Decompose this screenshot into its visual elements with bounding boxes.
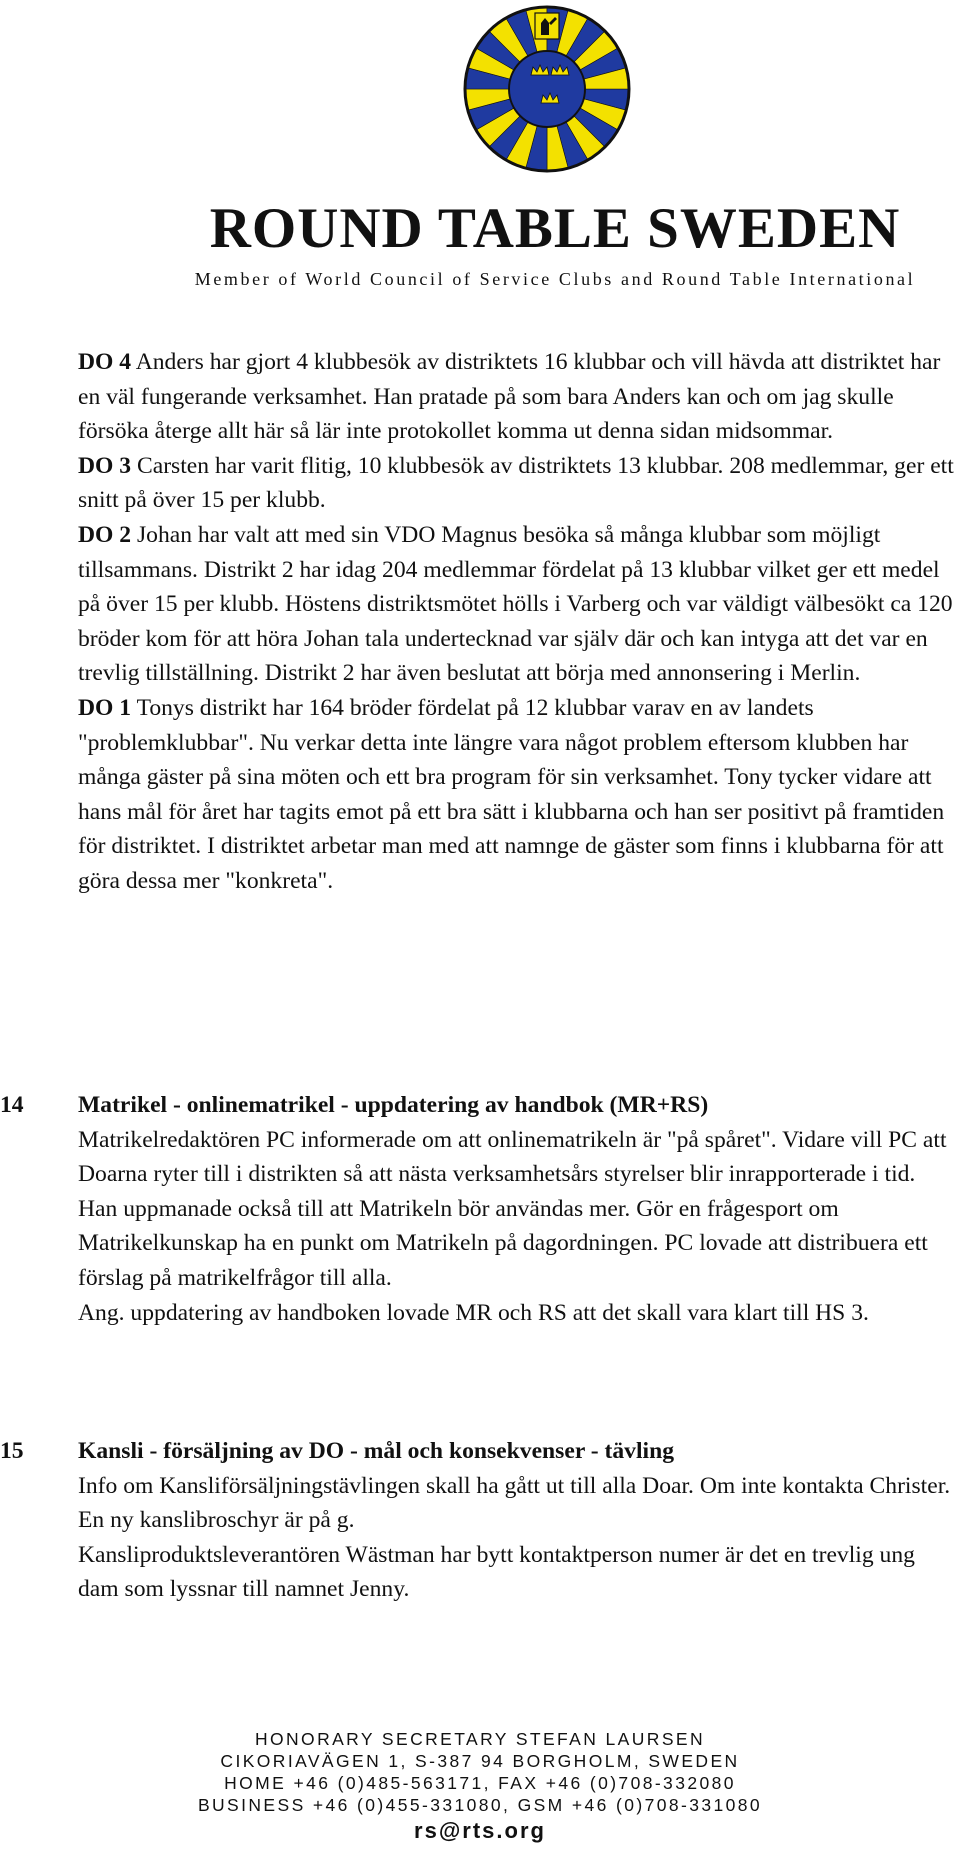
report-text: Tonys distrikt har 164 bröder fördelat på 12 klubbar varav en av landets "problemklubbar". Nu verkar detta inte längre vara något problem eftersom klubben har många gäster på sina möten och ett bra program för sin verksamhet. Tony tycker vidare att hans mål för året har tagits emot på ett bra sätt i klubbarna och han ser positivt på framtiden för distriktet. I distriktet arbetar man med att namnge de gäster som finns i klubbarna för att göra dessa mer "konkreta". <box>78 694 945 894</box>
report-label: DO 3 <box>78 452 132 479</box>
section-paragraph: Kansliproduktsleverantören Wästman har bytt kontaktperson numer är det en trevlig ung dam som lyssnar till namnet Jenny. <box>78 1541 915 1603</box>
report-paragraph-do4 <box>78 345 958 449</box>
footer-home-phone: HOME +46 (0)485-563171, FAX +46 (0)708-332080 <box>224 1773 736 1793</box>
district-reports <box>78 345 958 899</box>
section-paragraph: Ang. uppdatering av handboken lovade MR och RS att det skall vara klart till HS 3. <box>78 1299 869 1326</box>
footer-business-phone: BUSINESS +46 (0)455-331080, GSM +46 (0)708-331080 <box>197 1795 763 1815</box>
report-paragraph-do1 <box>78 691 958 899</box>
organization-subtitle: Member of World Council of Service Clubs and Round Table International <box>194 269 916 289</box>
letterhead <box>0 0 960 300</box>
report-paragraph-do2 <box>78 518 958 691</box>
round-table-wheel-logo <box>461 3 633 175</box>
report-text: Johan har valt att med sin VDO Magnus besöka så många klubbar som möjligt tillsammans. Distrikt 2 har idag 204 medlemmar fördelat på 13 klubbar vilket ger ett medel på över 15 per klubb. Höstens distriktsmötet hölls i Varberg och var väldigt välbesökt ca 120 bröder kom för att höra Johan tala undertecknad var själv där och kan intyga att det var en trevlig tillställning. Distrikt 2 har även beslutat att börja med annonsering i Merlin. <box>78 521 953 687</box>
section-title: Kansli - försäljning av DO - mål och konsekvenser - tävling <box>78 1438 674 1464</box>
section-number: 14 <box>0 1092 24 1118</box>
section-body <box>78 1434 958 1607</box>
section-title: Matrikel - onlinematrikel - uppdatering av handbok (MR+RS) <box>78 1092 709 1118</box>
report-text: Anders har gjort 4 klubbesök av distriktets 16 klubbar och vill hävda att distriktet har en väl fungerande verksamhet. Han pratade på som bara Anders kan och om jag skulle försöka återge allt här så lär inte protokollet komma ut denna sidan midsommar. <box>78 349 941 445</box>
report-label: DO 4 <box>78 349 132 375</box>
report-text: Carsten har varit flitig, 10 klubbesök av distriktets 13 klubbar. 208 medlemmar, ger ett snitt på över 15 per klubb. <box>78 452 954 514</box>
footer-address: CIKORIAVÄGEN 1, S-387 94 BORGHOLM, SWEDEN <box>220 1751 740 1771</box>
footer-secretary: HONORARY SECRETARY STEFAN LAURSEN <box>254 1729 706 1749</box>
section-paragraph: En ny kanslibroschyr är på g. <box>78 1507 355 1534</box>
section-paragraph: Info om Kansliförsäljningstävlingen skall ha gått ut till alla Doar. Om inte kontakta Christer. <box>78 1472 951 1499</box>
section-body <box>78 1088 958 1330</box>
knight-emblem-icon <box>535 13 559 39</box>
organization-name: ROUND TABLE SWEDEN <box>209 197 901 260</box>
logo-center-disc <box>509 51 585 127</box>
footer-email: rs@rts.org <box>414 1818 546 1843</box>
section-number: 15 <box>0 1438 24 1464</box>
section-paragraph: Matrikelredaktören PC informerade om att onlinematrikeln är "på spåret". Vidare vill PC att Doarna ryter till i distrikten så att nästa verksamhetsårs styrelser blir inrapporterade i tid. Han uppmanade också till att Matrikeln bör användas mer. Gör en frågesport om Matrikelkunskap ha en punkt om Matrikeln på dagordningen. PC lovade att distribuera ett förslag på matrikelfrågor till alla. <box>78 1126 947 1291</box>
letter-footer <box>0 1728 960 1846</box>
report-label: DO 1 <box>78 694 132 721</box>
report-paragraph-do3 <box>78 449 958 518</box>
report-label: DO 2 <box>78 521 132 548</box>
